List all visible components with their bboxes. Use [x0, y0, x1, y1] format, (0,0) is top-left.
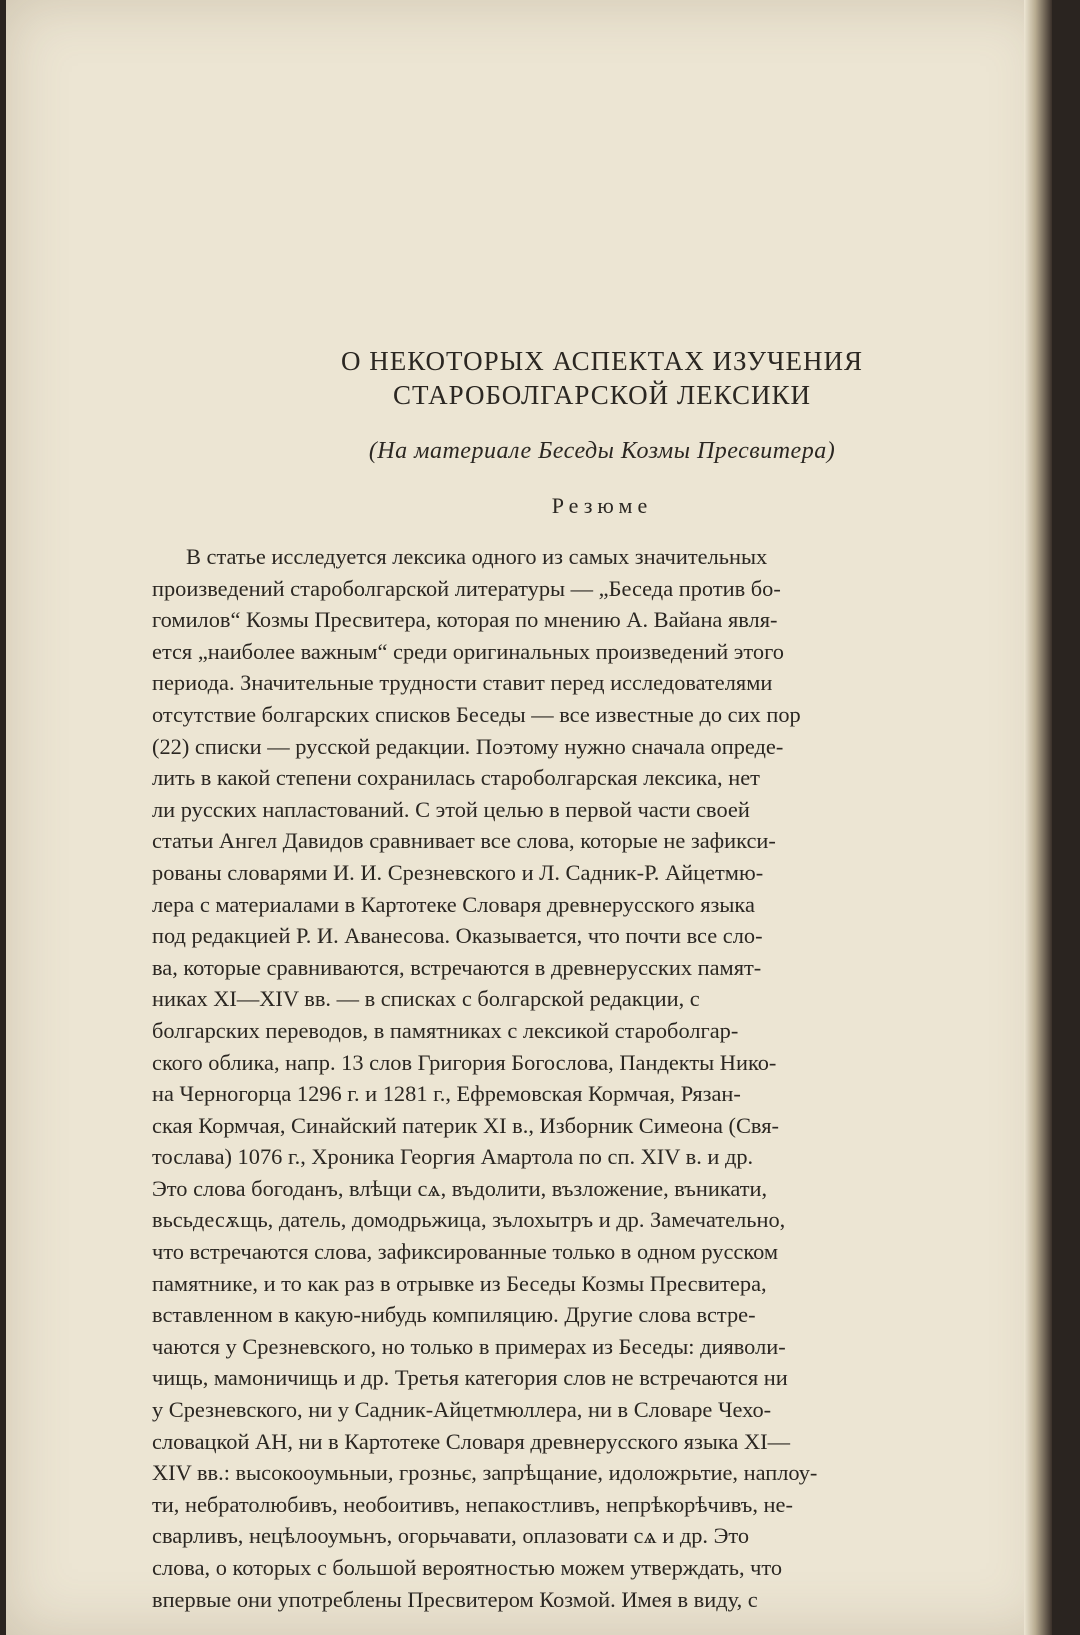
article-subtitle: (На материале Беседы Козмы Пресвитера)	[368, 438, 836, 464]
text-line: чаются у Срезневского, но только в примерах из Беседы: дияволи-	[152, 1333, 786, 1359]
text-line: произведений староболгарской литературы — „Беседа против бо-	[152, 575, 781, 601]
text-line: что встречаются слова, зафиксированные только в одном русском	[152, 1239, 779, 1265]
text-line: впервые они употреблены Пресвитером Козмой. Имея в виду, с	[152, 1586, 758, 1612]
text-line: у Срезневского, ни у Садник-Айцетмюллера, ни в Словаре Чехо-	[152, 1397, 772, 1423]
text-line: статьи Ангел Давидов сравнивает все слова, которые не зафикси-	[152, 828, 776, 854]
text-line: ти, небратолюбивъ, необоитивъ, непакостливъ, непрѣкорѣчивъ, не-	[152, 1491, 793, 1517]
text-line: ская Кормчая, Синайский патерик XI в., Изборник Симеона (Свя-	[152, 1112, 779, 1138]
text-line: ва, которые сравниваются, встречаются в древнерусских памят-	[152, 954, 762, 980]
title-line-2: СТАРОБОЛГАРСКОЙ ЛЕКСИКИ	[392, 380, 812, 410]
text-line: тослава) 1076 г., Хроника Георгия Амартола по сп. XIV в. и др.	[152, 1144, 754, 1170]
text-line: никах XI—XIV вв. — в списках с болгарской редакции, с	[152, 986, 700, 1012]
text-line: рованы словарями И. И. Срезневского и Л. Садник-Р. Айцетмю-	[152, 859, 764, 885]
text-line: В статье исследуется лексика одного из самых значительных	[186, 544, 768, 569]
text-line: Это слова богоданъ, влѣщи сѧ, въдолити, възложение, въникати,	[152, 1175, 768, 1201]
article-title	[152, 344, 1052, 412]
title-line-1: О НЕКОТОРЫХ АСПЕКТАХ ИЗУЧЕНИЯ	[340, 346, 864, 376]
text-line: XIV вв.: высокооумьныи, грозньє, запрѣщание, идоложрьтие, наплоу-	[152, 1460, 818, 1486]
text-line: словацкой АН, ни в Картотеке Словаря древнерусского языка XI—	[152, 1428, 790, 1454]
text-line: отсутствие болгарских списков Беседы — все известные до сих пор	[152, 701, 801, 727]
section-heading-resume: Резюме	[551, 493, 653, 518]
text-line: ется „наиболее важным“ среди оригинальных произведений этого	[152, 638, 784, 664]
text-line: сварливъ, нецѣлооумьнъ, огорьчавати, оплазовати сѧ и др. Это	[152, 1523, 750, 1549]
text-line: под редакцией Р. И. Аванесова. Оказывается, что почти все сло-	[152, 923, 763, 949]
text-line: болгарских переводов, в памятниках с лексикой староболгар-	[152, 1017, 739, 1043]
text-line: лера с материалами в Картотеке Словаря древнерусского языка	[152, 891, 755, 917]
text-line: чищь, мамоничищь и др. Третья категория слов не встречаются ни	[152, 1365, 788, 1391]
text-line: ского облика, напр. 13 слов Григория Богослова, Пандекты Нико-	[152, 1049, 777, 1075]
text-line: памятнике, и то как раз в отрывке из Беседы Козмы Пресвитера,	[152, 1270, 767, 1296]
article-content	[152, 344, 1052, 1615]
resume-body-text	[152, 541, 1052, 1615]
text-line: периода. Значительные трудности ставит перед исследователями	[152, 670, 773, 696]
text-line: лить в какой степени сохранилась староболгарская лексика, нет	[152, 765, 760, 791]
text-line: вьсьдесѫщь, датель, домодрьжица, зълохытръ и др. Замечательно,	[152, 1207, 786, 1233]
document-page	[6, 0, 1052, 1635]
text-line: на Черногорца 1296 г. и 1281 г., Ефремовская Кормчая, Рязан-	[152, 1081, 741, 1107]
text-line: вставленном в какую-нибудь компиляцию. Другие слова встре-	[152, 1302, 756, 1328]
text-line: (22) списки — русской редакции. Поэтому нужно сначала опреде-	[152, 733, 784, 759]
text-line: гомилов“ Козмы Пресвитера, которая по мнению А. Вайана явля-	[152, 607, 778, 633]
text-line: ли русских напластований. С этой целью в первой части своей	[152, 796, 750, 822]
text-line: слова, о которых с большой вероятностью можем утверждать, что	[152, 1555, 783, 1580]
